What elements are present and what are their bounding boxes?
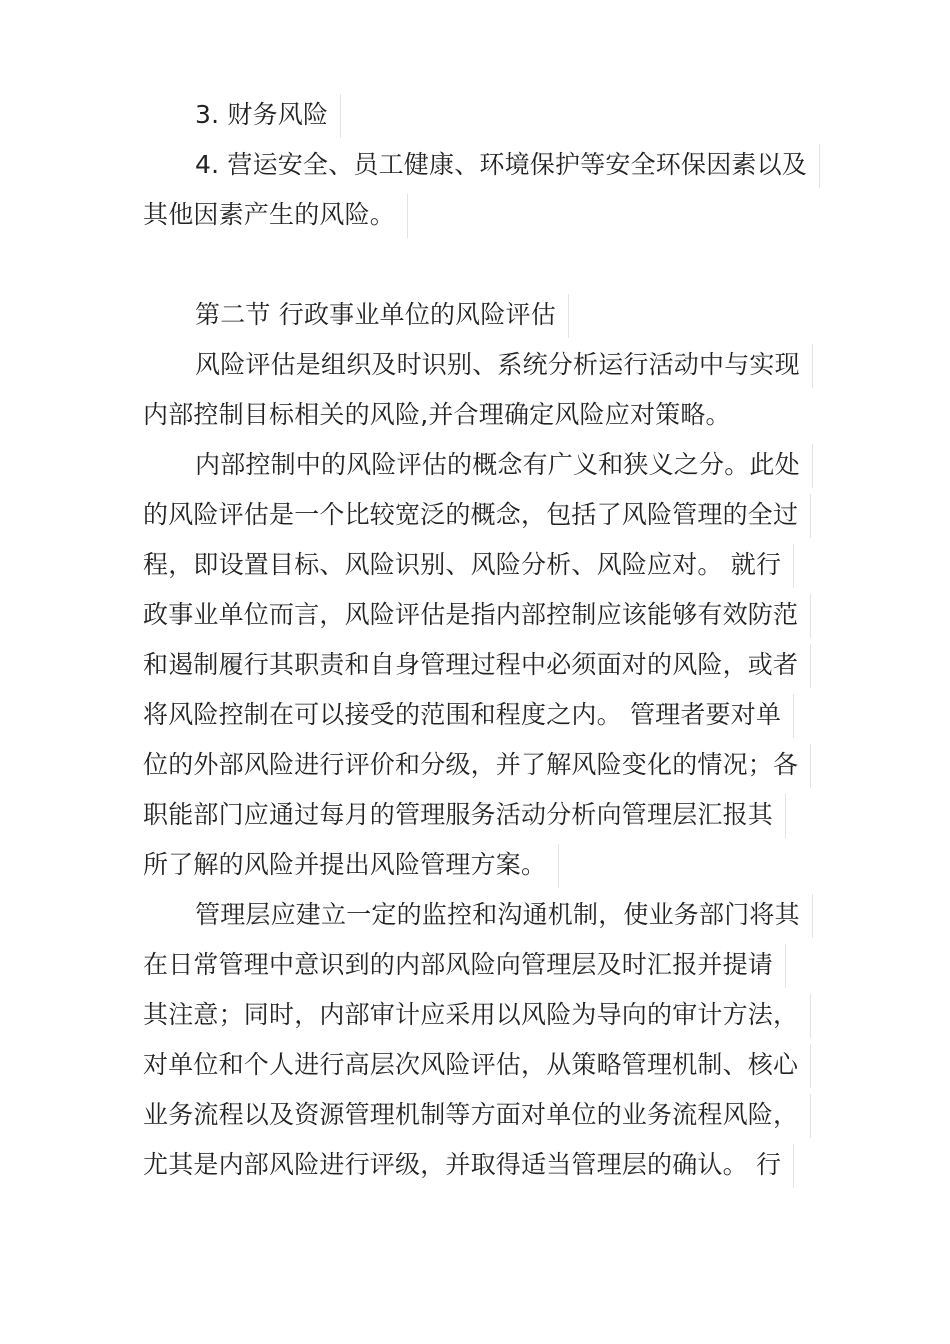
line-rule (568, 294, 569, 338)
paragraph-2-line (143, 740, 811, 790)
text-line: 风险评估是组织及时识别、系统分析运行活动中与实现 (195, 350, 800, 379)
paragraph-3-line (143, 1140, 794, 1190)
line-rule (793, 694, 794, 738)
text-line: 对单位和个人进行高层次风险评估，从策略管理机制、核心 (143, 1050, 799, 1079)
list-item-safety-risk-cont (143, 190, 408, 240)
line-rule (812, 444, 813, 488)
line-rule (819, 144, 820, 188)
text-line: 程，即设置目标、风险识别、风险分析、风险应对。 就行 (143, 550, 782, 579)
text-line: 其注意；同时，内部审计应采用以风险为导向的审计方法， (143, 1000, 799, 1029)
line-rule (810, 494, 811, 538)
text-line: 4. 营运安全、员工健康、环境保护等安全环保因素以及 (195, 150, 808, 179)
section-heading (195, 290, 569, 340)
list-item-safety-risk (195, 140, 820, 190)
line-rule (810, 644, 811, 688)
line-rule (340, 94, 341, 138)
text-line: 尤其是内部风险进行评级，并取得适当管理层的确认。 行 (143, 1150, 782, 1179)
paragraph-1-line (143, 390, 731, 440)
list-item-financial-risk (195, 90, 341, 140)
text-line: 职能部门应通过每月的管理服务活动分析向管理层汇报其 (143, 800, 774, 829)
line-rule (812, 894, 813, 938)
text-line: 政事业单位而言，风险评估是指内部控制应该能够有效防范 (143, 600, 799, 629)
line-rule (810, 1094, 811, 1138)
paragraph-2-line (143, 540, 794, 590)
line-rule (810, 1044, 811, 1088)
line-rule (793, 1144, 794, 1188)
paragraph-2-line (143, 590, 811, 640)
text-line: 管理层应建立一定的监控和沟通机制，使业务部门将其 (195, 900, 800, 929)
text-line: 其他因素产生的风险。 (143, 200, 396, 229)
text-line: 业务流程以及资源管理机制等方面对单位的业务流程风险， (143, 1100, 799, 1129)
paragraph-3-line (195, 890, 813, 940)
text-line: 内部控制目标相关的风险,并合理确定风险应对策略。 (143, 400, 731, 429)
text-line: 在日常管理中意识到的内部风险向管理层及时汇报并提请 (143, 950, 774, 979)
line-rule (810, 744, 811, 788)
section-title: 第二节 行政事业单位的风险评估 (195, 300, 556, 329)
line-rule (407, 194, 408, 238)
paragraph-2-line (143, 790, 786, 840)
paragraph-3-line (143, 940, 786, 990)
paragraph-2-line (143, 840, 559, 890)
text-line: 位的外部风险进行评价和分级，并了解风险变化的情况；各 (143, 750, 799, 779)
paragraph-3-line (143, 990, 811, 1040)
paragraph-3-line (143, 1090, 811, 1140)
paragraph-1-line (195, 340, 813, 390)
line-rule (558, 844, 559, 888)
paragraph-2-line (195, 440, 813, 490)
line-rule (785, 794, 786, 838)
text-line: 内部控制中的风险评估的概念有广义和狭义之分。此处 (195, 450, 800, 479)
line-rule (793, 544, 794, 588)
line-rule (812, 344, 813, 388)
text-line: 将风险控制在可以接受的范围和程度之内。 管理者要对单 (143, 700, 782, 729)
text-line: 3. 财务风险 (195, 100, 329, 129)
text-line: 和遏制履行其职责和自身管理过程中必须面对的风险，或者 (143, 650, 799, 679)
text-line: 所了解的风险并提出风险管理方案。 (143, 850, 547, 879)
line-rule (810, 994, 811, 1038)
text-line: 的风险评估是一个比较宽泛的概念，包括了风险管理的全过 (143, 500, 799, 529)
line-rule (810, 594, 811, 638)
line-rule (785, 944, 786, 988)
paragraph-2-line (143, 640, 811, 690)
paragraph-2-line (143, 490, 811, 540)
paragraph-3-line (143, 1040, 811, 1090)
paragraph-2-line (143, 690, 794, 740)
